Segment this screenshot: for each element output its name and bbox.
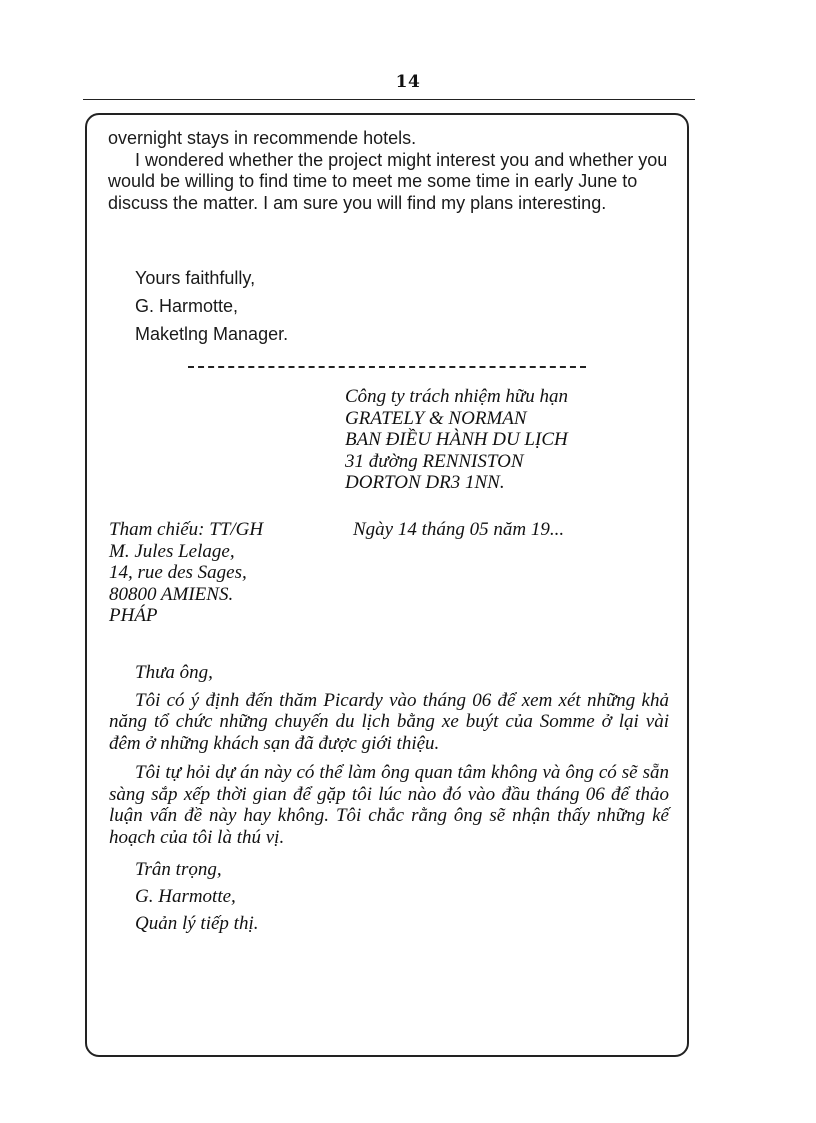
letter-date: Ngày 14 tháng 05 năm 19... — [353, 519, 565, 540]
section-divider — [188, 366, 586, 368]
sender-address-line: 31 đường RENNISTON — [345, 450, 524, 472]
reference-line: Tham chiếu: TT/GH — [109, 519, 264, 540]
english-signature-name: G. Harmotte, — [135, 296, 239, 316]
english-letter — [108, 128, 673, 214]
vietnamese-paragraph2: Tôi tự hỏi dự án này có thể làm ông quan tâm không và ông có sẽ sẵn sàng sắp xếp thời gian để gặp tôi lúc nào đó vào đầu tháng 06 để thảo luận vấn đề này hay không. Tôi chắc rằng ông sẽ nhận thấy những kế hoạch của tôi là thú vị. — [109, 762, 669, 848]
english-closing: Yours faithfully, — [135, 268, 256, 288]
recipient-block — [109, 519, 349, 627]
recipient-address-line: 80800 AMIENS. — [109, 583, 234, 605]
sender-address-line: Công ty trách nhiệm hữu hạn — [345, 386, 569, 407]
sender-address-line: DORTON DR3 1NN. — [345, 472, 505, 493]
recipient-address-line: M. Jules Lelage, — [109, 540, 235, 562]
sender-address-line: BAN ĐIỀU HÀNH DU LỊCH — [345, 429, 568, 450]
vietnamese-closing: Trân trọng, — [135, 859, 222, 880]
english-signature-title: Maketlng Manager. — [135, 324, 289, 344]
english-paragraph2: I wondered whether the project might interest you and whether you would be willing to find time to meet me some time in early June to discuss the matter. I am sure you will find my plans interesting. — [108, 149, 668, 213]
sender-address-line: GRATELY & NORMAN — [345, 407, 527, 429]
vietnamese-signature-title: Quản lý tiếp thị. — [135, 913, 259, 934]
recipient-address-line: 14, rue des Sages, — [109, 562, 247, 583]
vietnamese-letter-body — [109, 662, 669, 937]
sender-address — [345, 386, 675, 494]
recipient-address-line: PHÁP — [109, 605, 158, 626]
page-number: 14 — [395, 72, 421, 92]
vietnamese-paragraph1: Tôi có ý định đến thăm Picardy vào tháng 06 để xem xét những khả năng tổ chức những chuyến du lịch bằng xe buýt của Somme ở lại vài đêm ở những khách sạn đã được giới thiệu. — [109, 689, 669, 754]
english-line1: overnight stays in recommende hotels. — [108, 128, 417, 148]
english-signature-block — [108, 264, 673, 348]
vietnamese-signature-name: G. Harmotte, — [135, 886, 236, 907]
header-rule — [83, 99, 695, 100]
vietnamese-greeting: Thưa ông, — [135, 662, 213, 683]
